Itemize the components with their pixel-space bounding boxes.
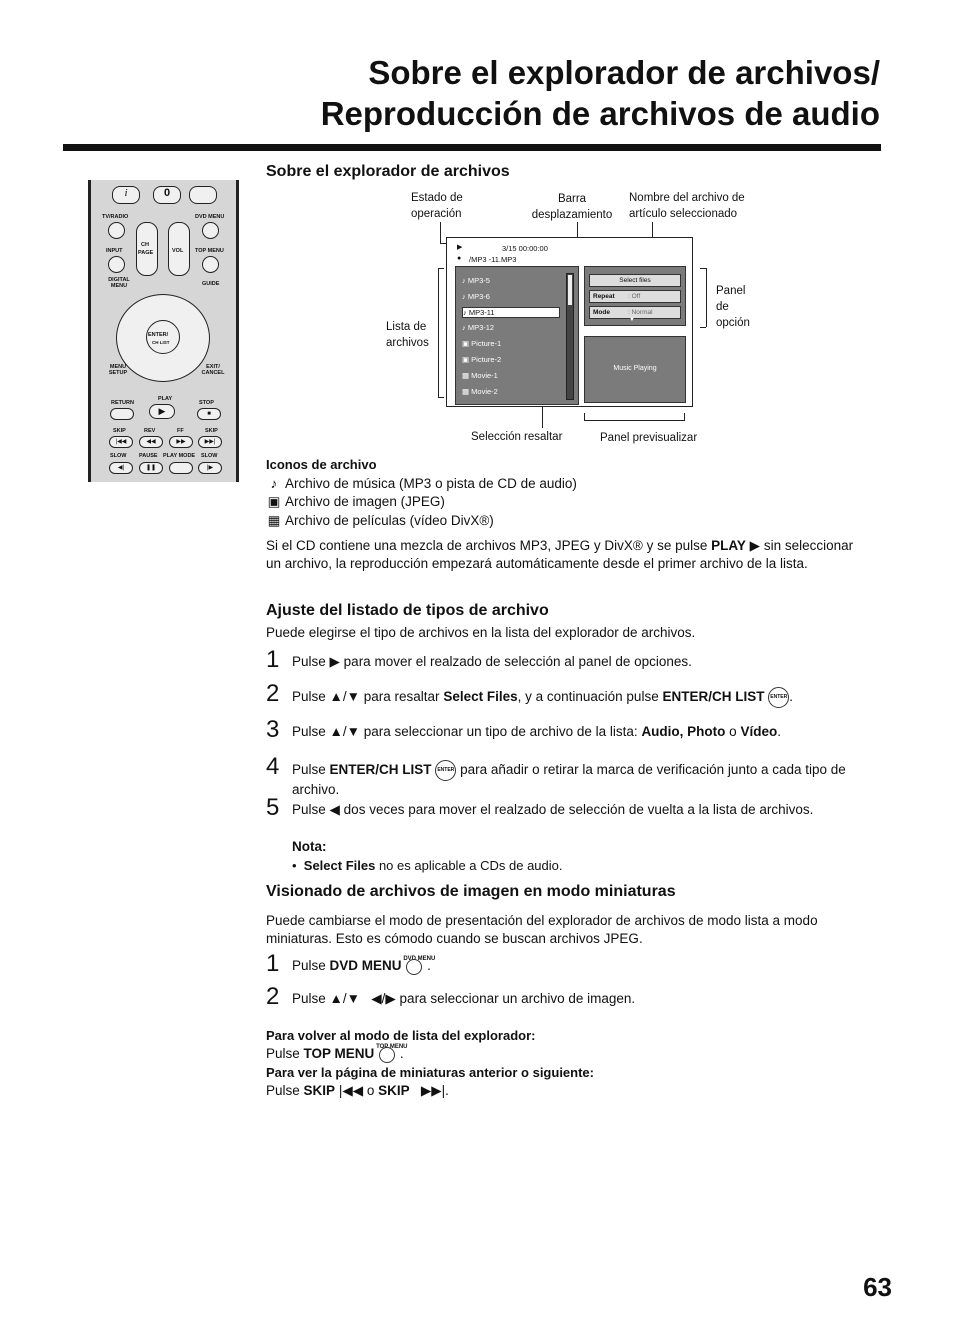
page-number: 63 [863, 1272, 892, 1302]
play-button: ▶ [149, 404, 175, 419]
file-item: ♪ MP3-12 [462, 323, 495, 332]
section-heading-file-type: Ajuste del listado de tipos de archivo [266, 602, 549, 619]
file-item: ▣ Picture-2 [462, 355, 502, 364]
dvdmenu-label: DVD MENU [195, 214, 225, 220]
icon-row-image: ▣ Archivo de imagen (JPEG) [267, 494, 445, 509]
play-label: PLAY [158, 396, 173, 402]
mode-row: Mode : Normal [589, 306, 681, 319]
right-arrow-icon: ▶ [329, 654, 340, 669]
bracket-lista [438, 268, 444, 269]
info-button: i [112, 186, 140, 204]
callout-estado: Estado de operación [411, 192, 463, 220]
screen-time: 3/15 00:00:00 [502, 244, 548, 253]
dvdmenu-button [202, 222, 219, 239]
icon-row-movie: ▦ Archivo de películas (vídeo DivX®) [267, 513, 494, 528]
repeat-row: Repeat : Off [589, 290, 681, 303]
page-title-line1: Sobre el explorador de archivos/ [368, 54, 880, 91]
tvradio-button [108, 222, 125, 239]
thumb-step-2: 2 Pulse ▲/▼ ◀/▶ para seleccionar un archivo de imagen. [266, 983, 636, 1010]
exit-cancel-label: EXIT/ CANCEL [201, 364, 225, 376]
ff-button: ▶▶ [169, 436, 193, 448]
bracket-opcion [706, 268, 707, 327]
zero-button: 0 [153, 186, 181, 204]
bracket-opcion [700, 327, 706, 328]
playmode-button [169, 462, 193, 474]
rev-label: REV [144, 428, 156, 434]
return-text: Pulse TOP MENU TOP MENU . [266, 1045, 866, 1063]
tvradio-label: TV/RADIO [102, 214, 129, 220]
stop-button: ■ [197, 408, 221, 420]
rev-button: ◀◀ [139, 436, 163, 448]
chlist-label: CH LIST [152, 340, 170, 345]
section-heading-thumbnails: Visionado de archivos de imagen en modo miniaturas [266, 883, 676, 900]
callout-panel-opcion: Panel de opción [716, 285, 750, 329]
skip2-label: SKIP [205, 428, 218, 434]
option-panel [584, 266, 686, 326]
pause-label: PAUSE [139, 453, 158, 459]
left-arrow-icon: ◀ [329, 802, 340, 817]
nota-text: • Select Files no es aplicable a CDs de audio. [292, 858, 563, 873]
callout-previsualizar: Panel previsualizar [600, 432, 698, 444]
skip-label: SKIP [113, 428, 126, 434]
page-title-line2: Reproducción de archivos de audio [320, 95, 880, 132]
playmode-label: PLAY MODE [163, 453, 196, 459]
remote-control-illustration [88, 180, 239, 482]
blank-button [189, 186, 217, 204]
down-arrow-icon: ▼ [629, 317, 635, 323]
stop-label: STOP [199, 400, 214, 406]
nota-label: Nota: [292, 839, 327, 854]
step-2: 2 Pulse ▲/▼ para resaltar Select Files, y a continuación pulse ENTER/CH LIST ENTER . [266, 680, 793, 707]
enter-button-icon: ENTER [435, 760, 456, 781]
file-item: ♪ MP3-6 [462, 292, 490, 301]
select-files-row: Select files [589, 274, 681, 287]
step-5: 5 Pulse ◀ dos veces para mover el realzado de selección de vuelta a la lista de archivos. [266, 794, 814, 821]
topmenu-label: TOP MENU [195, 248, 224, 254]
play-icon: ▶ [749, 538, 761, 553]
slow-label: SLOW [110, 453, 127, 459]
callout-nombre: Nombre del archivo de artículo seleccionado [629, 192, 745, 220]
digital-label: DIGITAL MENU [108, 277, 130, 289]
movie-file-icon: ▦ [267, 513, 281, 528]
bracket-lista [438, 268, 439, 398]
skip-forward-icon: ▶▶| [420, 1083, 446, 1098]
ff-label: FF [177, 428, 184, 434]
bracket-lista [438, 397, 444, 398]
ch-page-rocker [136, 222, 158, 276]
callout-lista: Lista de archivos [386, 321, 429, 349]
skip-back-icon: |◀◀ [338, 1083, 364, 1098]
file-item: ▣ Picture-1 [462, 339, 502, 348]
bracket-preview [584, 420, 685, 421]
slow-back-button: ◀| [109, 462, 133, 474]
disc-icon: ● [457, 255, 462, 262]
section3-intro: Puede cambiarse el modo de presentación del explorador de archivos de modo lista a modo miniaturas. Esto es cómodo cuando se buscan archivos JPEG. [266, 913, 818, 946]
enter-button-icon: ENTER [768, 687, 789, 708]
page-heading: Para ver la página de miniaturas anterior o siguiente: [266, 1065, 594, 1080]
scrollbar-thumb [568, 275, 572, 305]
image-file-icon: ▣ [267, 494, 281, 509]
file-item-selected: ♪ MP3-11 [462, 307, 560, 318]
slow-forward-button: |▶ [198, 462, 222, 474]
guide-label: GUIDE [202, 281, 220, 287]
skip-forward-button: ▶▶| [198, 436, 222, 448]
pause-button: ❚❚ [139, 462, 163, 474]
section-heading-explorer: Sobre el explorador de archivos [266, 163, 510, 180]
vol-label: VOL [172, 248, 184, 254]
return-button [110, 408, 134, 420]
file-item: ▦ Movie-2 [462, 387, 498, 396]
thumb-step-1: 1 Pulse DVD MENU DVD MENU . [266, 950, 436, 977]
play-status-icon: ▶ [457, 244, 463, 251]
bracket-preview [584, 413, 585, 420]
file-list-panel [455, 266, 579, 405]
bracket-opcion [700, 268, 706, 269]
icon-row-music: ♪ Archivo de música (MP3 o pista de CD de audio) [266, 475, 866, 493]
section2-intro: Puede elegirse el tipo de archivos en la lista del explorador de archivos. [266, 625, 696, 640]
up-down-arrows-icon: ▲/▼ [329, 689, 361, 705]
screen-path: /MP3 -11.MP3 [469, 255, 517, 264]
bracket-preview [684, 413, 685, 420]
return-heading: Para volver al modo de lista del explorador: [266, 1028, 536, 1043]
mixed-cd-paragraph: Si el CD contiene una mezcla de archivos MP3, JPEG y DivX® y se pulse PLAY ▶ sin seleccionar un archivo, la reproducción empezará automáticamente desde el primer archivo de la lista. [266, 538, 854, 571]
icons-heading: Iconos de archivo [266, 457, 377, 472]
page-text: Pulse SKIP |◀◀ o SKIP ▶▶|. [266, 1083, 449, 1098]
title-rule [63, 144, 881, 151]
file-browser-screen [446, 237, 693, 407]
music-note-icon: ♪ [270, 476, 278, 491]
direction-arrows-icon: ▲/▼ ◀/▶ [329, 991, 396, 1006]
menu-setup-label: MENU SETUP [108, 364, 128, 376]
input-label: INPUT [106, 248, 123, 254]
leader-line [440, 222, 441, 244]
page-label: PAGE [138, 250, 154, 256]
input-button [108, 256, 125, 273]
skip-back-button: |◀◀ [109, 436, 133, 448]
scrollbar [566, 273, 574, 400]
dvd-menu-button-icon: DVD MENU [405, 958, 423, 974]
ch-label: CH [141, 242, 149, 248]
slow2-label: SLOW [201, 453, 218, 459]
step-1: 1 Pulse ▶ para mover el realzado de selección al panel de opciones. [266, 646, 692, 673]
up-down-arrows-icon: ▲/▼ [329, 724, 361, 739]
return-label: RETURN [111, 400, 134, 406]
step-4: 4 Pulse ENTER/CH LIST ENTER para añadir o retirar la marca de verificación junto a cada tipo de archivo. [266, 753, 846, 797]
preview-panel [584, 336, 686, 403]
file-item: ♪ MP3-5 [462, 276, 490, 285]
preview-text: Music Playing [613, 365, 657, 372]
enter-label: ENTER/ [148, 332, 169, 338]
top-menu-button-icon: TOP MENU [378, 1046, 396, 1062]
callout-seleccion: Selección resaltar [471, 431, 563, 443]
file-item: ▦ Movie-1 [462, 371, 498, 380]
topmenu-button [202, 256, 219, 273]
callout-barra: Barra desplazamiento [531, 193, 613, 221]
step-3: 3 Pulse ▲/▼ para seleccionar un tipo de archivo de la lista: Audio, Photo o Vídeo. [266, 716, 781, 743]
